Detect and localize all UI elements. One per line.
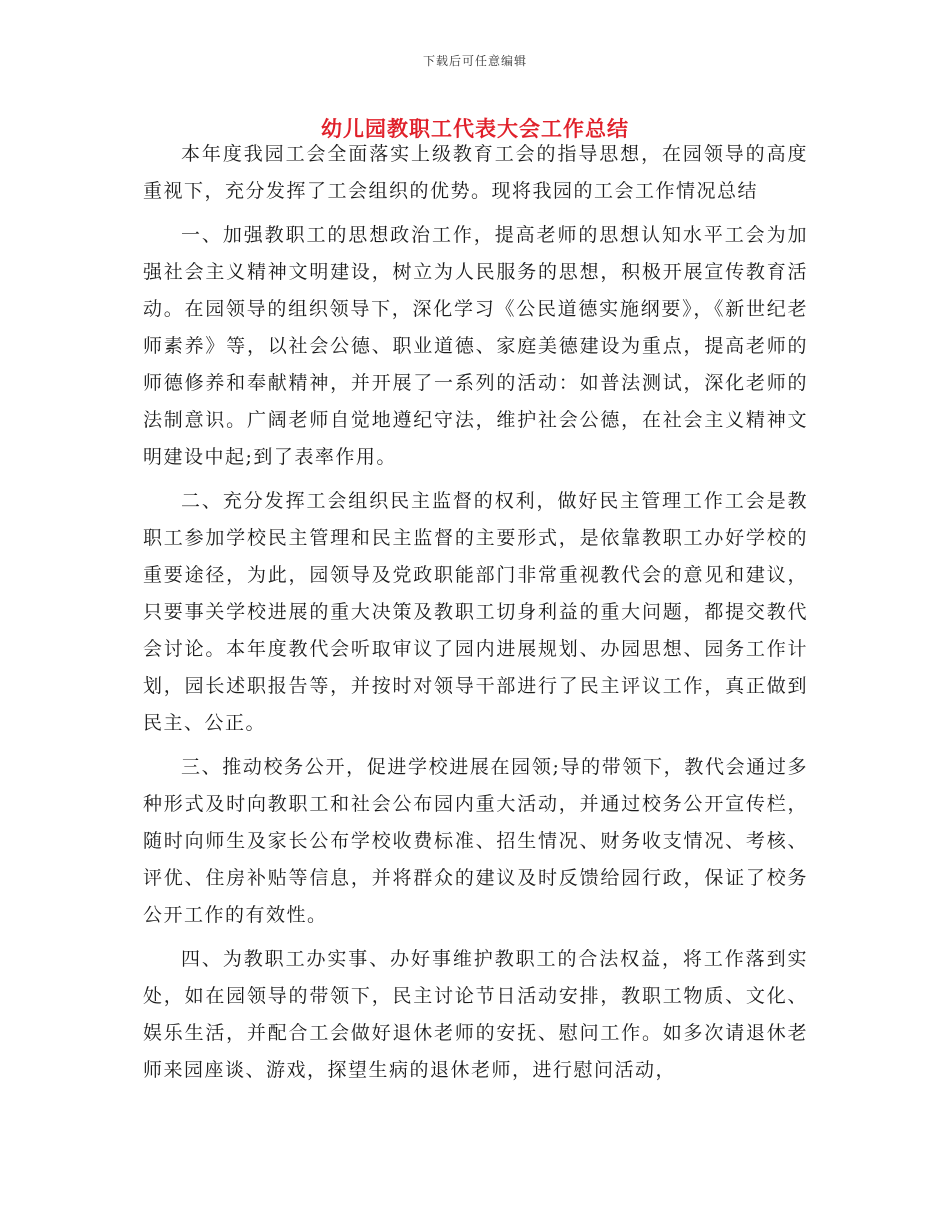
paragraph-section-4: 四、为教职工办实事、办好事维护教职工的合法权益，将工作落到实处，如在园领导的带领下，民主讨论节日活动安排，教职工物质、文化、娱乐生活，并配合工会做好退休老师的安抚、慰问工作。如多次请退休老师来园座谈、游戏，探望生病的退休老师，进行慰问活动， <box>143 948 808 1081</box>
header-note: 下载后可任意编辑 <box>422 54 527 68</box>
paragraph-section-1: 一、加强教职工的思想政治工作，提高老师的思想认知水平工会为加强社会主义精神文明建设，树立为人民服务的思想，积极开展宣传教育活动。在园领导的组织领导下，深化学习《公民道德实施纲要》，《新世纪老师素养》等，以社会公德、职业道德、家庭美德建设为重点，提高老师的师德修养和奉献精神，并开展了一系列的活动：如普法测试，深化老师的法制意识。广阔老师自觉地遵纪守法，维护社会公德，在社会主义精神文明建设中起;到了表率作用。 <box>143 224 808 468</box>
document-body <box>143 136 808 1096</box>
document-title: 幼儿园教职工代表大会工作总结 <box>321 117 629 141</box>
paragraph-intro: 本年度我园工会全面落实上级教育工会的指导思想，在园领导的高度重视下，充分发挥了工会组织的优势。现将我园的工会工作情况总结 <box>143 143 808 202</box>
paragraph-section-3: 三、推动校务公开，促进学校进展在园领;导的带领下，教代会通过多种形式及时向教职工和社会公布园内重大活动，并通过校务公开宣传栏，随时向师生及家长公布学校收费标准、招生情况、财务收支情况、考核、评优、住房补贴等信息，并将群众的建议及时反馈给园行政，保证了校务公开工作的有效性。 <box>143 756 808 926</box>
paragraph-section-2: 二、充分发挥工会组织民主监督的权利，做好民主管理工作工会是教职工参加学校民主管理和民主监督的主要形式，是依靠教职工办好学校的重要途径，为此，园领导及党政职能部门非常重视教代会的意见和建议，只要事关学校进展的重大决策及教职工切身利益的重大问题，都提交教代会讨论。本年度教代会听取审议了园内进展规划、办园思想、园务工作计划，园长述职报告等，并按时对领导干部进行了民主评议工作，真正做到民主、公正。 <box>143 490 808 734</box>
